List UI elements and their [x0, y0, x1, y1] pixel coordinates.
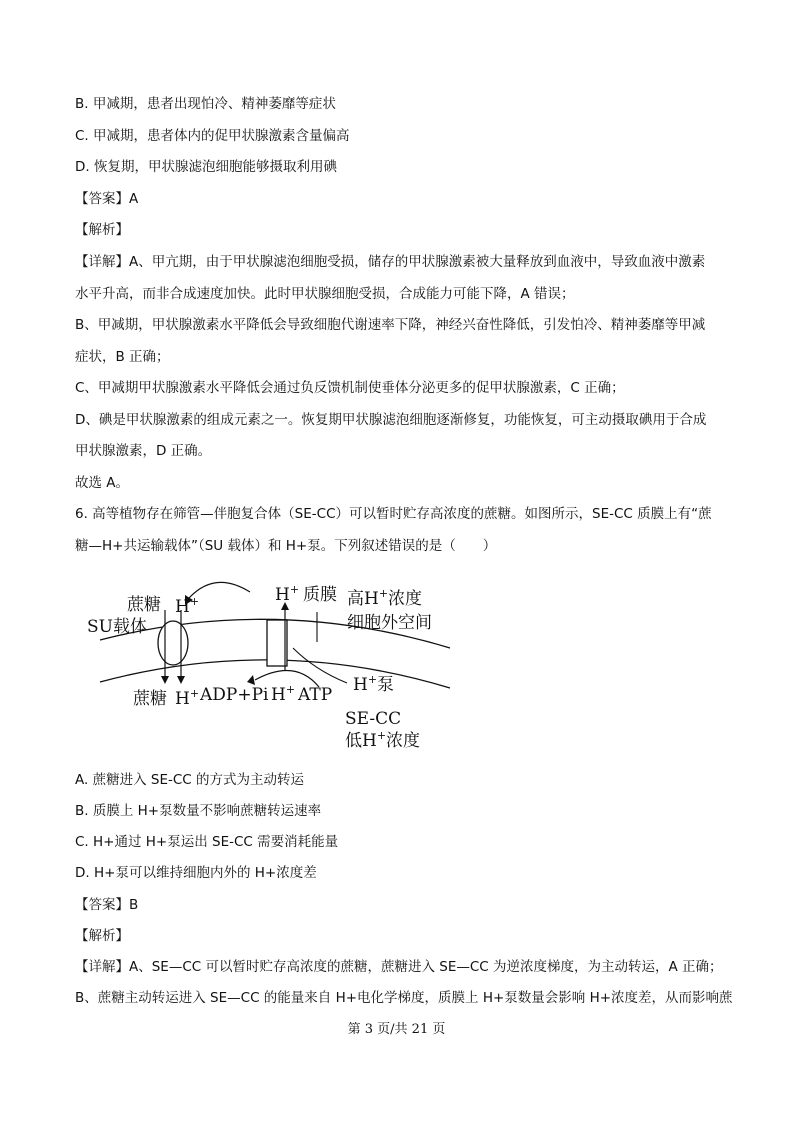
h-ion-bottom-label: H+	[175, 687, 200, 709]
explain-line: 水平升高，而非合成速度加快。此时甲状腺细胞受损，合成能力可能下降，A 错误；	[75, 286, 575, 302]
conclusion-line: 故选 A。	[75, 475, 130, 491]
explain-line: 【详解】A、甲亢期，由于甲状腺滤泡细胞受损，储存的甲状腺激素被大量释放到血液中，导致血液中激素	[75, 254, 706, 270]
explain-line: 【详解】A、SE—CC 可以暂时贮存高浓度的蔗糖，蔗糖进入 SE—CC 为逆浓度梯度，为主动转运，A 正确；	[75, 959, 723, 975]
high-h-concentration-label: 高H+浓度	[347, 587, 423, 609]
su-carrier-shape	[158, 621, 188, 665]
option-a: A. 蔗糖进入 SE-CC 的方式为主动转运	[75, 772, 304, 788]
h-ion-top-left-label: H+	[175, 595, 200, 617]
page-footer: 第 3 页/共 21 页	[347, 1022, 446, 1037]
extracellular-space-label: 细胞外空间	[347, 613, 432, 633]
membrane-label: 质膜	[303, 585, 337, 605]
analysis-label: 【解析】	[75, 928, 129, 944]
option-b: B. 质膜上 H+泵数量不影响蔗糖转运速率	[75, 803, 322, 819]
question-stem: 糖—H+共运输载体”（SU 载体）和 H+泵。下列叙述错误的是（ ）	[75, 538, 497, 554]
option-c-line: C. 甲减期，患者体内的促甲状腺激素含量偏高	[75, 128, 350, 144]
adp-pi-label: ADP+Pi	[200, 685, 269, 705]
se-cc-label: SE-CC	[345, 709, 402, 729]
explain-line: B、甲减期，甲状腺激素水平降低会导致细胞代谢速率下降，神经兴奋性降低，引发怕冷、精神萎靡等甲减	[75, 317, 706, 333]
low-h-concentration-label: 低H+浓度	[345, 729, 421, 751]
answer-label: 【答案】A	[75, 191, 139, 207]
su-carrier-label: SU载体	[87, 617, 147, 637]
answer-label: 【答案】B	[75, 897, 139, 913]
membrane-transport-diagram	[87, 570, 455, 760]
h-ion-top-mid-label: H+	[275, 583, 300, 605]
question-stem: 6. 高等植物存在筛管—伴胞复合体（SE-CC）可以暂时贮存高浓度的蔗糖。如图所示，SE-CC 质膜上有“蔗	[75, 506, 712, 522]
explain-line: B、蔗糖主动转运进入 SE—CC 的能量来自 H+电化学梯度，质膜上 H+泵数量会影响 H+浓度差，从而影响蔗	[75, 990, 733, 1006]
h-atp-label: H+ ATP	[271, 683, 333, 705]
analysis-label: 【解析】	[75, 222, 129, 238]
h-pump-shape	[267, 620, 287, 666]
explain-line: C、甲减期甲状腺激素水平降低会通过负反馈机制使垂体分泌更多的促甲状腺激素，C 正确；	[75, 380, 625, 396]
option-d: D. H+泵可以维持细胞内外的 H+浓度差	[75, 865, 317, 881]
option-d-line: D. 恢复期，甲状腺滤泡细胞能够摄取利用碘	[75, 159, 337, 175]
option-b-line: B. 甲减期，患者出现怕冷、精神萎靡等症状	[75, 96, 336, 112]
h-pump-label: H+泵	[353, 673, 395, 695]
option-c: C. H+通过 H+泵运出 SE-CC 需要消耗能量	[75, 834, 339, 850]
explain-line: D、碘是甲状腺激素的组成元素之一。恢复期甲状腺滤泡细胞逐渐修复，功能恢复，可主动摄取碘用于合成	[75, 412, 707, 428]
sucrose-top-label: 蔗糖	[127, 595, 161, 615]
sucrose-bottom-label: 蔗糖	[133, 689, 167, 709]
explain-line: 症状，B 正确；	[75, 349, 170, 365]
explain-line: 甲状腺激素，D 正确。	[75, 443, 212, 459]
